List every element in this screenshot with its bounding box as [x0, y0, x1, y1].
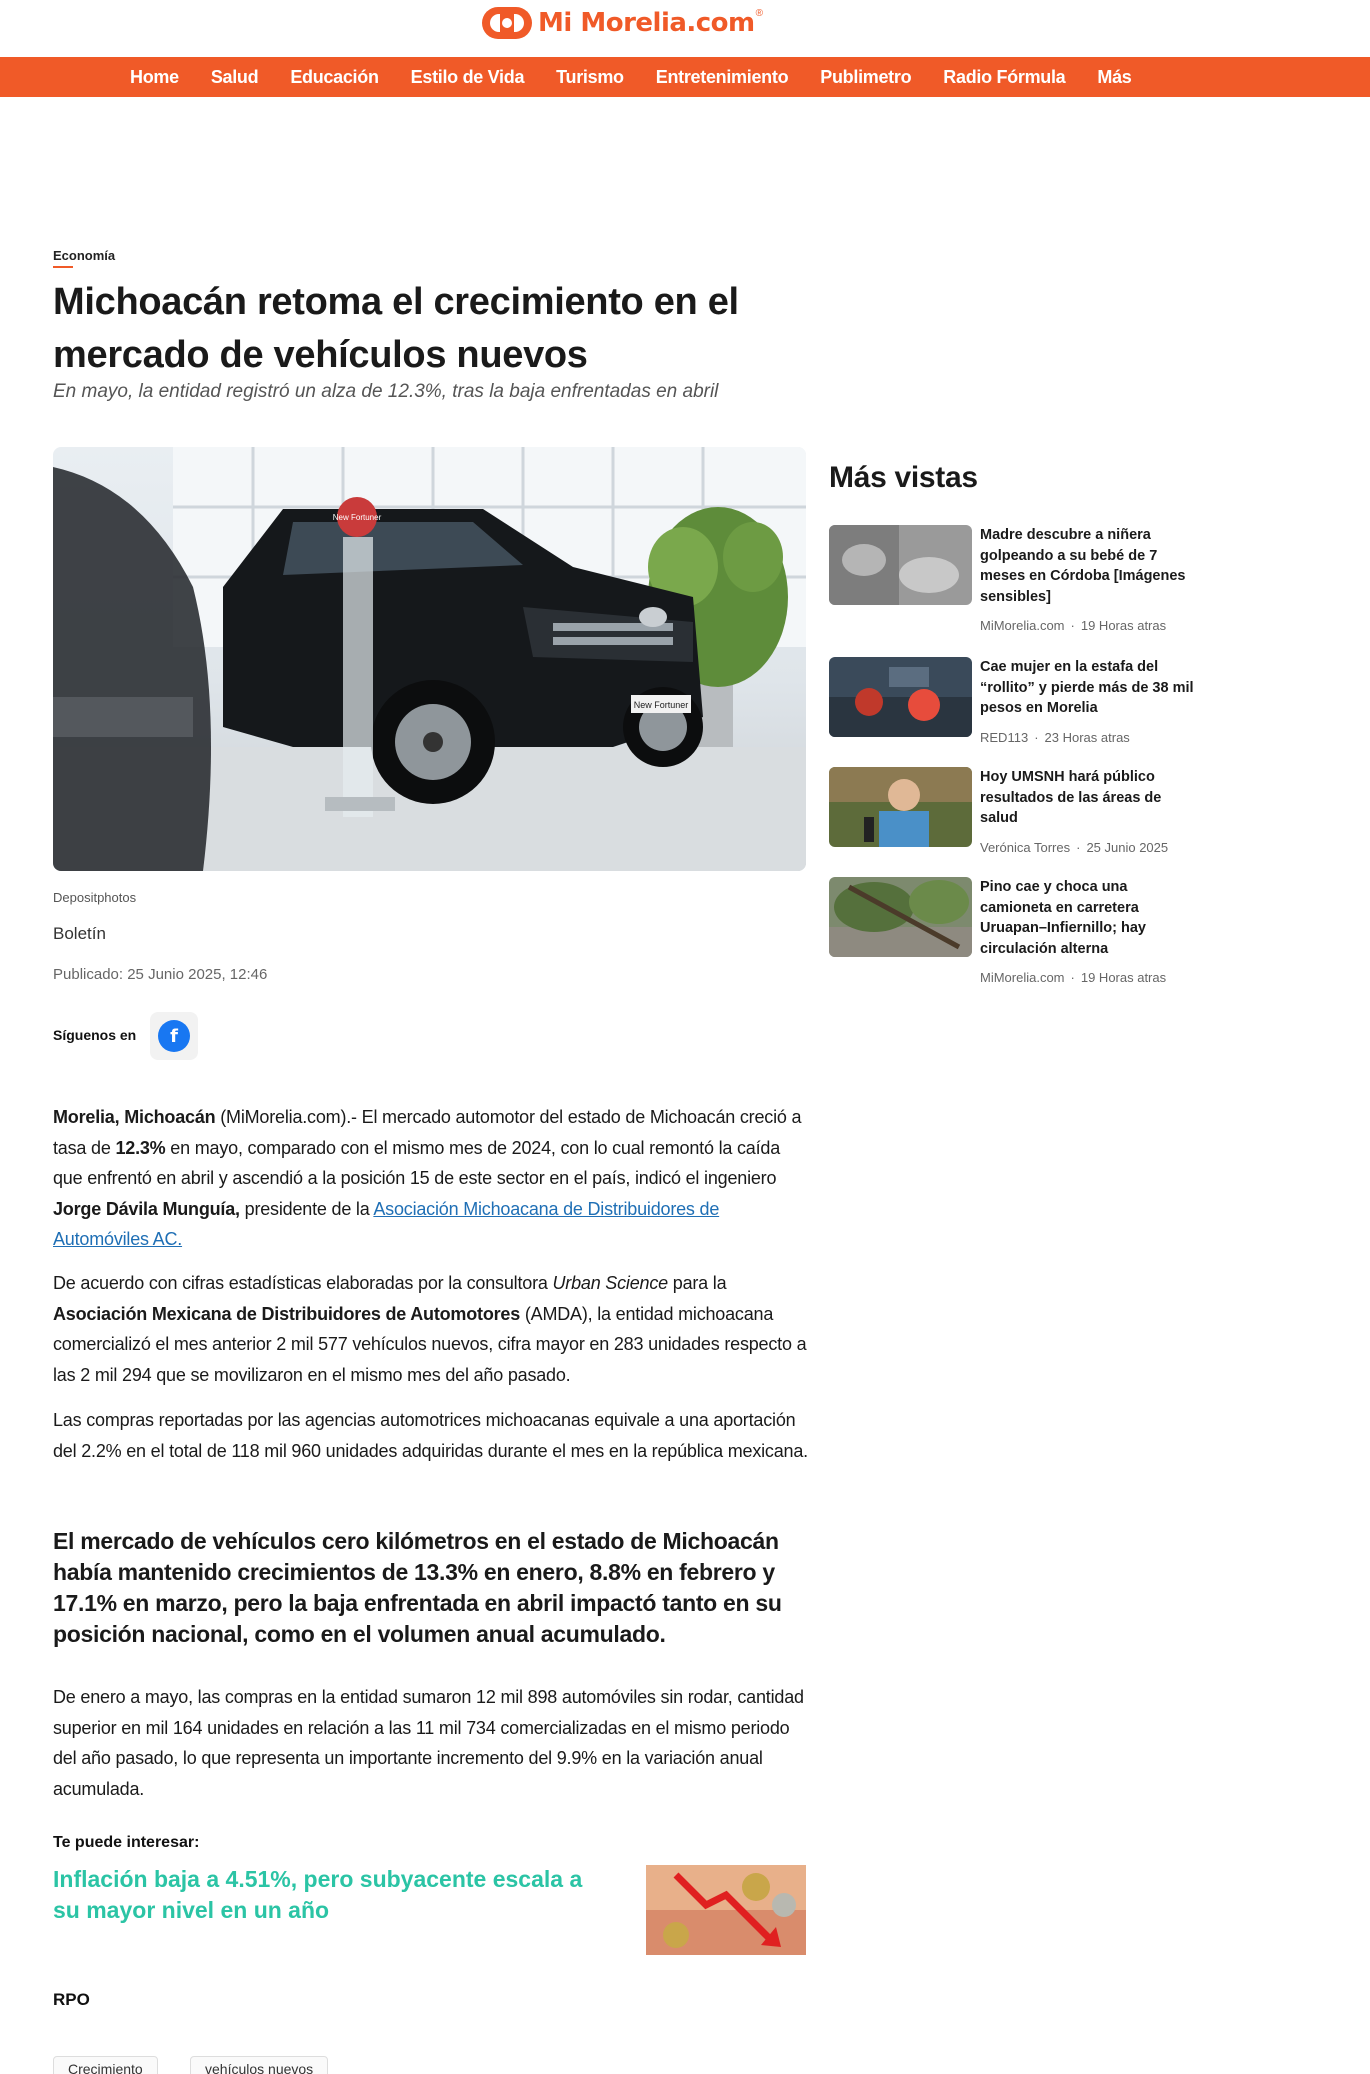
most-viewed-source: MiMorelia.com [980, 970, 1065, 985]
tag-chip[interactable]: Crecimiento [53, 2056, 158, 2074]
nav-item-mas[interactable]: Más [1097, 66, 1132, 87]
most-viewed-meta [980, 730, 1130, 745]
facebook-icon: f [158, 1020, 190, 1052]
most-viewed-title[interactable]: Pino cae y choca una camioneta en carretera Uruapan–Infiernillo; hay circulación alterna [980, 879, 1146, 957]
most-viewed-source: MiMorelia.com [980, 618, 1065, 633]
meta-separator: · [1076, 840, 1081, 855]
most-viewed-meta [980, 618, 1166, 633]
nav-item-estilo-de-vida[interactable]: Estilo de Vida [410, 66, 525, 87]
article-subtitle: En mayo, la entidad registró un alza de 12.3%, tras la baja enfrentadas en abril [53, 381, 719, 402]
nav-item-home[interactable]: Home [130, 66, 179, 87]
most-viewed-thumbnail[interactable] [829, 525, 972, 605]
most-viewed-title[interactable]: Hoy UMSNH hará público resultados de las áreas de salud [980, 769, 1162, 826]
article-paragraph: De enero a mayo, las compras en la entidad sumaron 12 mil 898 automóviles sin rodar, cantidad superior en mil 164 unidades en relación a las 11 mil 734 comercializadas en el mismo periodo del año pasado, lo que representa un importante incremento del 9.9% en la variación anual acumulada. [53, 1687, 804, 1799]
most-viewed-time: 23 Horas atras [1044, 730, 1130, 745]
nav-item-radio-formula[interactable]: Radio Fórmula [943, 66, 1066, 87]
article-signature: RPO [53, 1990, 90, 2009]
article-pullquote: El mercado de vehículos cero kilómetros en el estado de Michoacán había mantenido crecimientos de 13.3% en enero, 8.8% en febrero y 17.1% en marzo, pero la baja enfrentada en abril impactó tanto en su posición nacional, como en el volumen anual acumulado. [53, 1528, 782, 1647]
paragraph-location: Morelia, Michoacán [53, 1107, 216, 1127]
article-paragraph: Las compras reportadas por las agencias automotrices michoacanas equivale a una aportación del 2.2% en el total de 118 mil 960 unidades adquiridas durante el mes en la república mexicana. [53, 1410, 808, 1461]
site-header [0, 0, 1370, 57]
article-paragraph [53, 1102, 813, 1255]
meta-separator: · [1070, 618, 1075, 633]
publish-date: Publicado: 25 Junio 2025, 12:46 [53, 966, 268, 983]
paragraph-highlight: Asociación Mexicana de Distribuidores de Automotores [53, 1303, 521, 1324]
meta-separator: · [1034, 730, 1039, 745]
image-credit: Depositphotos [53, 890, 137, 905]
nav-item-publimetro[interactable]: Publimetro [820, 66, 912, 87]
paragraph-highlight: 12.3% [115, 1137, 166, 1158]
article-author[interactable]: Boletín [53, 924, 106, 943]
most-viewed-source: RED113 [980, 730, 1029, 745]
sidebar-title: Más vistas [829, 461, 978, 494]
logo-icon [482, 7, 532, 39]
related-article-thumbnail[interactable] [646, 1865, 806, 1955]
most-viewed-thumbnail[interactable] [829, 657, 972, 737]
most-viewed-time: 19 Horas atras [1080, 618, 1167, 633]
meta-separator: · [1070, 970, 1075, 985]
most-viewed-thumbnail[interactable] [829, 877, 972, 957]
article-title: Michoacán retoma el crecimiento en el mercado de vehículos nuevos [53, 281, 739, 376]
most-viewed-source: Verónica Torres [980, 840, 1071, 855]
article-hero-image [53, 447, 806, 871]
article-category[interactable]: Economía [53, 248, 116, 263]
article-paragraph [53, 1268, 813, 1390]
logo-text: Mi Morelia.com [538, 8, 755, 38]
hero-plate-text: New Fortuner [633, 700, 689, 710]
paragraph-text: (MiMorelia.com).- El mercado automotor del estado de Michoacán creció a tasa de [53, 1107, 802, 1158]
related-article-link[interactable]: Inflación baja a 4.51%, pero subyacente escala a su mayor nivel en un año [53, 1866, 583, 1923]
facebook-follow-button[interactable] [150, 1012, 198, 1060]
site-logo[interactable] [482, 5, 762, 41]
most-viewed-time: 19 Horas atras [1080, 970, 1167, 985]
most-viewed-meta [980, 840, 1168, 855]
hero-badge-text: New Fortuner [332, 513, 382, 522]
main-nav [0, 57, 1370, 97]
logo-registered-mark: ® [755, 7, 764, 19]
tag-chip[interactable]: vehículos nuevos [190, 2056, 328, 2074]
paragraph-text: (AMDA), la entidad michoacana comercializó el mes anterior 2 mil 577 vehículos nuevos, cifra mayor en 283 unidades respecto a las 2 mil 294 que se movilizaron en el mismo mes del año pasado. [53, 1303, 807, 1385]
nav-item-turismo[interactable]: Turismo [556, 66, 624, 87]
paragraph-person: Jorge Dávila Munguía, [53, 1198, 240, 1219]
paragraph-text: en mayo, comparado con el mismo mes de 2024, con lo cual remontó la caída que enfrentó en abril y ascendió a la posición 15 de este sector en el país, indicó el ingeniero [53, 1137, 781, 1188]
paragraph-text: De acuerdo con cifras estadísticas elaboradas por la consultora [53, 1273, 553, 1293]
most-viewed-meta [980, 970, 1166, 985]
most-viewed-title[interactable]: Madre descubre a niñera golpeando a su bebé de 7 meses en Córdoba [Imágenes sensibles] [980, 527, 1186, 605]
nav-item-salud[interactable]: Salud [210, 66, 259, 87]
most-viewed-thumbnail[interactable] [829, 767, 972, 847]
inflation-arrow-icon [646, 1865, 806, 1955]
most-viewed-time: 25 Junio 2025 [1086, 840, 1169, 855]
nav-item-educacion[interactable]: Educación [290, 66, 379, 87]
suv-showroom-illustration [53, 447, 806, 871]
most-viewed-title[interactable]: Cae mujer en la estafa del “rollito” y pierde más de 38 mil pesos en Morelia [980, 659, 1194, 716]
paragraph-italic: Urban Science [552, 1273, 668, 1293]
related-label: Te puede interesar: [53, 1834, 200, 1851]
paragraph-text: presidente de la [239, 1198, 374, 1219]
association-link[interactable]: Asociación Michoacana de Distribuidores de Automóviles AC. [53, 1198, 720, 1249]
category-underline [53, 266, 73, 268]
nav-item-entretenimiento[interactable]: Entretenimiento [655, 66, 789, 87]
follow-label: Síguenos en [53, 1027, 137, 1043]
paragraph-text: para la [667, 1273, 727, 1293]
